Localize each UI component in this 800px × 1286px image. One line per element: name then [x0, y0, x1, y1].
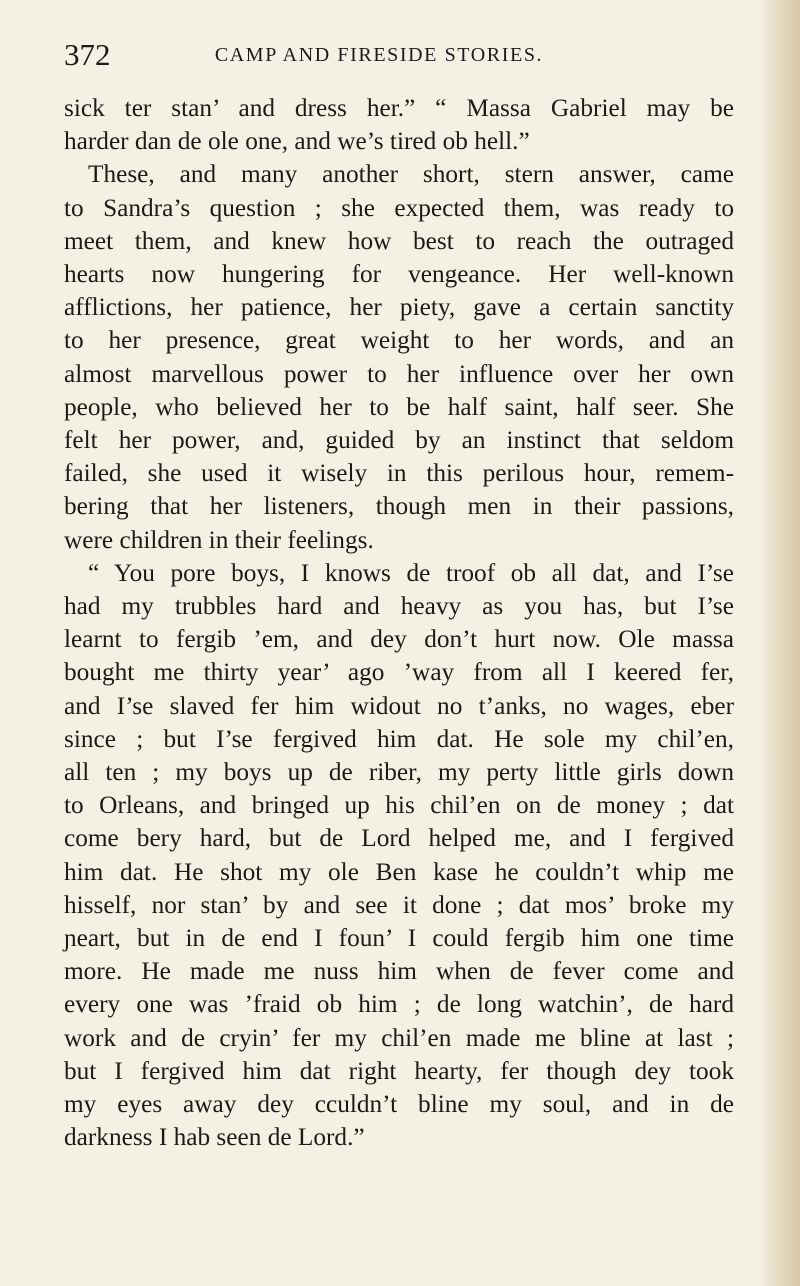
text-line: more. He made me nuss him when de fever come and	[64, 957, 734, 986]
text-line: were children in their feelings.	[64, 525, 374, 554]
text-line: darkness I hab seen de Lord.”	[64, 1123, 365, 1152]
text-line: to her presence, great weight to her words, and an	[64, 326, 734, 355]
text-line: harder dan de ole one, and we’s tired ob hell.”	[64, 127, 530, 156]
text-line: learnt to fergib ’em, and dey don’t hurt now. Ole massa	[64, 625, 734, 654]
text-line: but I fergived him dat right hearty, fer though dey took	[64, 1056, 734, 1085]
text-line: come bery hard, but de Lord helped me, and I fergived	[64, 824, 734, 853]
text-line: to Orleans, and bringed up his chil’en on de money ; dat	[64, 791, 734, 820]
text-line: sick ter stan’ and dress her.” “ Massa Gabriel may be	[64, 94, 734, 122]
text-line: bering that her listeners, though men in their passions,	[64, 492, 734, 521]
text-line: work and de cryin’ fer my chil’en made me bline at last ;	[64, 1023, 734, 1052]
text-line: meet them, and knew how best to reach the outraged	[64, 226, 734, 255]
text-line: hearts now hungering for vengeance. Her well-known	[64, 260, 734, 289]
text-line: “ You pore boys, I knows de troof ob all dat, and I’se	[88, 558, 734, 587]
body-text	[64, 92, 734, 1155]
text-line: almost marvellous power to her influence over her own	[64, 359, 734, 388]
text-line: to Sandra’s question ; she expected them, was ready to	[64, 193, 734, 222]
text-line: failed, she used it wisely in this perilous hour, remem-	[64, 459, 734, 488]
text-line: my eyes away dey cculdn’t bline my soul, and in de	[64, 1090, 734, 1119]
text-line: hisself, nor stan’ by and see it done ; dat mos’ broke my	[64, 890, 734, 919]
text-line: every one was ’fraid ob him ; de long watchin’, de hard	[64, 990, 734, 1019]
text-line: afflictions, her patience, her piety, gave a certain sanctity	[64, 293, 734, 322]
running-head	[64, 38, 694, 72]
text-line: him dat. He shot my ole Ben kase he couldn’t whip me	[64, 857, 734, 886]
text-line: people, who believed her to be half saint, half seer. She	[64, 392, 734, 421]
text-line: felt her power, and, guided by an instinct that seldom	[64, 426, 734, 455]
text-line: since ; but I’se fergived him dat. He sole my chil’en,	[64, 724, 734, 753]
text-line: bought me thirty year’ ago ’way from all I keered fer,	[64, 658, 734, 687]
page-edge-shadow	[758, 0, 800, 1286]
text-line: had my trubbles hard and heavy as you has, but I’se	[64, 592, 734, 621]
text-line: These, and many another short, stern answer, came	[88, 160, 734, 189]
text-line: all ten ; my boys up de riber, my perty little girls down	[64, 758, 734, 787]
text-line: and I’se slaved fer him widout no t’anks, no wages, eber	[64, 691, 734, 720]
running-title: CAMP AND FIRESIDE STORIES.	[214, 44, 544, 66]
text-line: ɲeart, but in de end I foun’ I could fergib him one time	[64, 924, 734, 953]
page-number: 372	[64, 37, 111, 72]
